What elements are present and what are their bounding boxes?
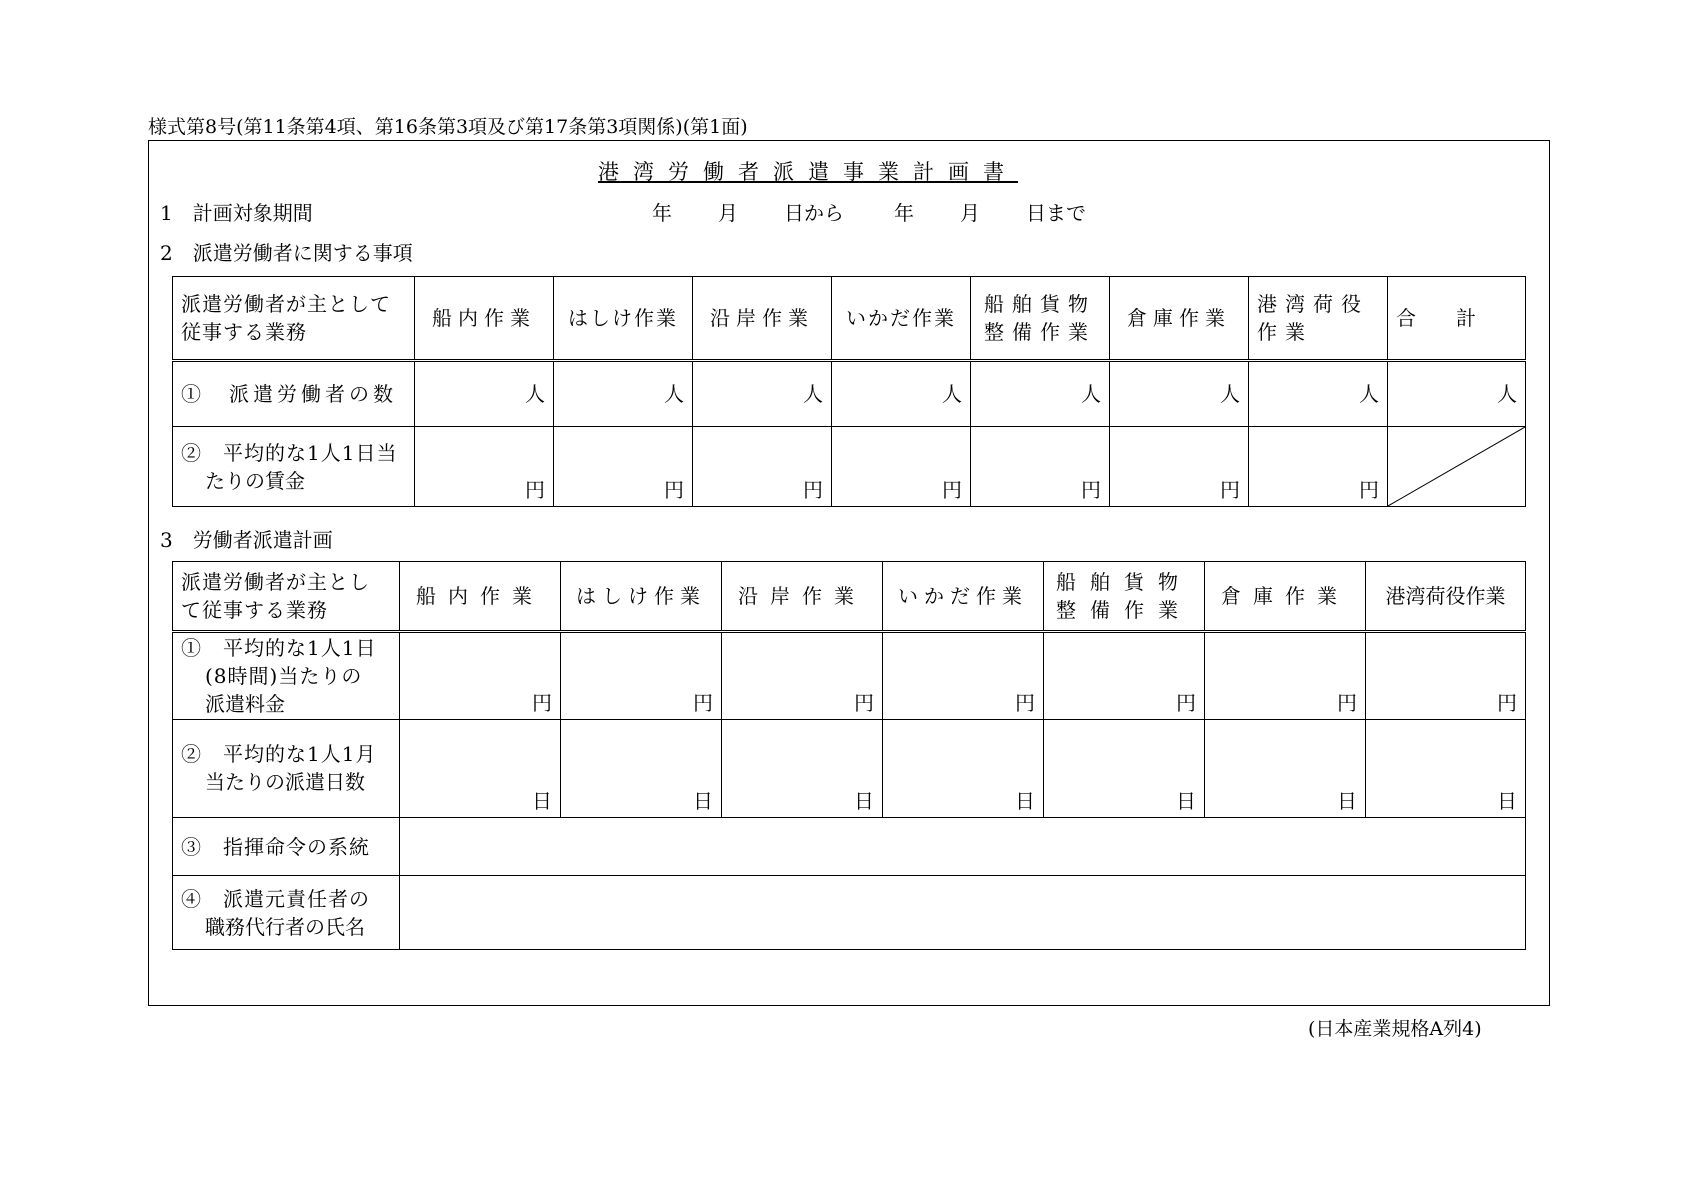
- period-year-end: 年: [894, 201, 914, 225]
- t2-row1-port[interactable]: 円: [1366, 632, 1526, 720]
- t2-row1-cargo[interactable]: 円: [1044, 632, 1205, 720]
- t1-col-shore: 沿岸作業: [693, 277, 832, 361]
- period-month-end: 月: [960, 201, 980, 225]
- t2-row3-command-chain-field[interactable]: [400, 818, 1526, 876]
- t1-header-label-line1: 派遣労働者が主として: [181, 292, 391, 316]
- t1-col-port: 港湾荷役 作業: [1249, 277, 1388, 361]
- t2-row1-ship[interactable]: 円: [400, 632, 561, 720]
- period-year-start: 年: [652, 201, 672, 225]
- t2-header-label: 派遣労働者が主とし て従事する業務: [173, 562, 400, 632]
- period-field[interactable]: [652, 197, 1086, 226]
- paper-size-note: (日本産業規格A列4): [1308, 1018, 1482, 1040]
- t2-col-port: 港湾荷役作業: [1366, 562, 1526, 632]
- t2-row2-shore[interactable]: 日: [722, 720, 883, 818]
- t2-col-raft: いかだ作業: [883, 562, 1044, 632]
- form-number-label: 様式第8号(第11条第4項、第16条第3項及び第17条第3項関係)(第1面): [148, 116, 748, 138]
- t2-col-warehouse: 倉庫作業: [1205, 562, 1366, 632]
- t1-header-label-line2: 従事する業務: [181, 320, 307, 344]
- t2-row1-raft[interactable]: 円: [883, 632, 1044, 720]
- t2-row2-warehouse[interactable]: 日: [1205, 720, 1366, 818]
- period-day-end: 日まで: [1026, 201, 1086, 225]
- t1-row1-ship[interactable]: 人: [415, 361, 554, 427]
- t1-row1-total[interactable]: 人: [1388, 361, 1526, 427]
- t1-row1-barge[interactable]: 人: [554, 361, 693, 427]
- t2-row2-ship[interactable]: 日: [400, 720, 561, 818]
- t1-row2-barge[interactable]: 円: [554, 427, 693, 507]
- t2-row1-warehouse[interactable]: 円: [1205, 632, 1366, 720]
- t2-row3-label: ③ 指揮命令の系統: [173, 818, 400, 876]
- t1-row2-total-diagonal: [1388, 427, 1526, 507]
- t1-col-barge: はしけ作業: [554, 277, 693, 361]
- t1-row2-shore[interactable]: 円: [693, 427, 832, 507]
- t1-header-label: [173, 277, 415, 361]
- t1-col-cargo: 船舶貨物 整備作業: [971, 277, 1110, 361]
- t1-col-warehouse: 倉庫作業: [1110, 277, 1249, 361]
- t1-row1-cargo[interactable]: 人: [971, 361, 1110, 427]
- t1-row1-shore[interactable]: 人: [693, 361, 832, 427]
- t2-row1-barge[interactable]: 円: [561, 632, 722, 720]
- t1-row2-cargo[interactable]: 円: [971, 427, 1110, 507]
- t1-col-raft: いかだ作業: [832, 277, 971, 361]
- dispatch-worker-table: [172, 276, 1526, 507]
- t1-row2-label: ② 平均的な1人1日当 たりの賃金: [173, 427, 415, 507]
- t2-row2-port[interactable]: 日: [1366, 720, 1526, 818]
- t2-col-cargo: 船舶貨物 整備作業: [1044, 562, 1205, 632]
- t2-col-shore: 沿岸作業: [722, 562, 883, 632]
- t2-row2-raft[interactable]: 日: [883, 720, 1044, 818]
- t1-row2-ship[interactable]: 円: [415, 427, 554, 507]
- dispatch-plan-table: [172, 561, 1526, 950]
- t2-row1-shore[interactable]: 円: [722, 632, 883, 720]
- t2-row4-label: ④ 派遣元責任者の 職務代行者の氏名: [173, 876, 400, 950]
- t2-row2-cargo[interactable]: 日: [1044, 720, 1205, 818]
- t1-row1-warehouse[interactable]: 人: [1110, 361, 1249, 427]
- section1-label: 1 計画対象期間: [160, 201, 313, 225]
- period-day-start: 日から: [784, 201, 844, 225]
- t2-row4-deputy-name-field[interactable]: [400, 876, 1526, 950]
- t2-row2-label: ② 平均的な1人1月 当たりの派遣日数: [173, 720, 400, 818]
- t2-row2-barge[interactable]: 日: [561, 720, 722, 818]
- t1-row2-port[interactable]: 円: [1249, 427, 1388, 507]
- t2-col-ship: 船内作業: [400, 562, 561, 632]
- diagonal-line: [1388, 427, 1525, 506]
- t1-row1-label: ① 派遣労働者の数: [173, 361, 415, 427]
- t1-col-total: 合 計: [1388, 277, 1526, 361]
- t1-row1-port[interactable]: 人: [1249, 361, 1388, 427]
- period-month-start: 月: [718, 201, 738, 225]
- document-title: 港湾労働者派遣事業計画書: [598, 160, 1018, 184]
- t1-col-ship: 船内作業: [415, 277, 554, 361]
- t1-row2-warehouse[interactable]: 円: [1110, 427, 1249, 507]
- section2-label: 2 派遣労働者に関する事項: [160, 241, 413, 265]
- t2-col-barge: はしけ作業: [561, 562, 722, 632]
- section3-label: 3 労働者派遣計画: [160, 528, 333, 552]
- t1-row2-raft[interactable]: 円: [832, 427, 971, 507]
- t1-row1-raft[interactable]: 人: [832, 361, 971, 427]
- t2-row1-label: ① 平均的な1人1日 (8時間)当たりの 派遣料金: [173, 632, 400, 720]
